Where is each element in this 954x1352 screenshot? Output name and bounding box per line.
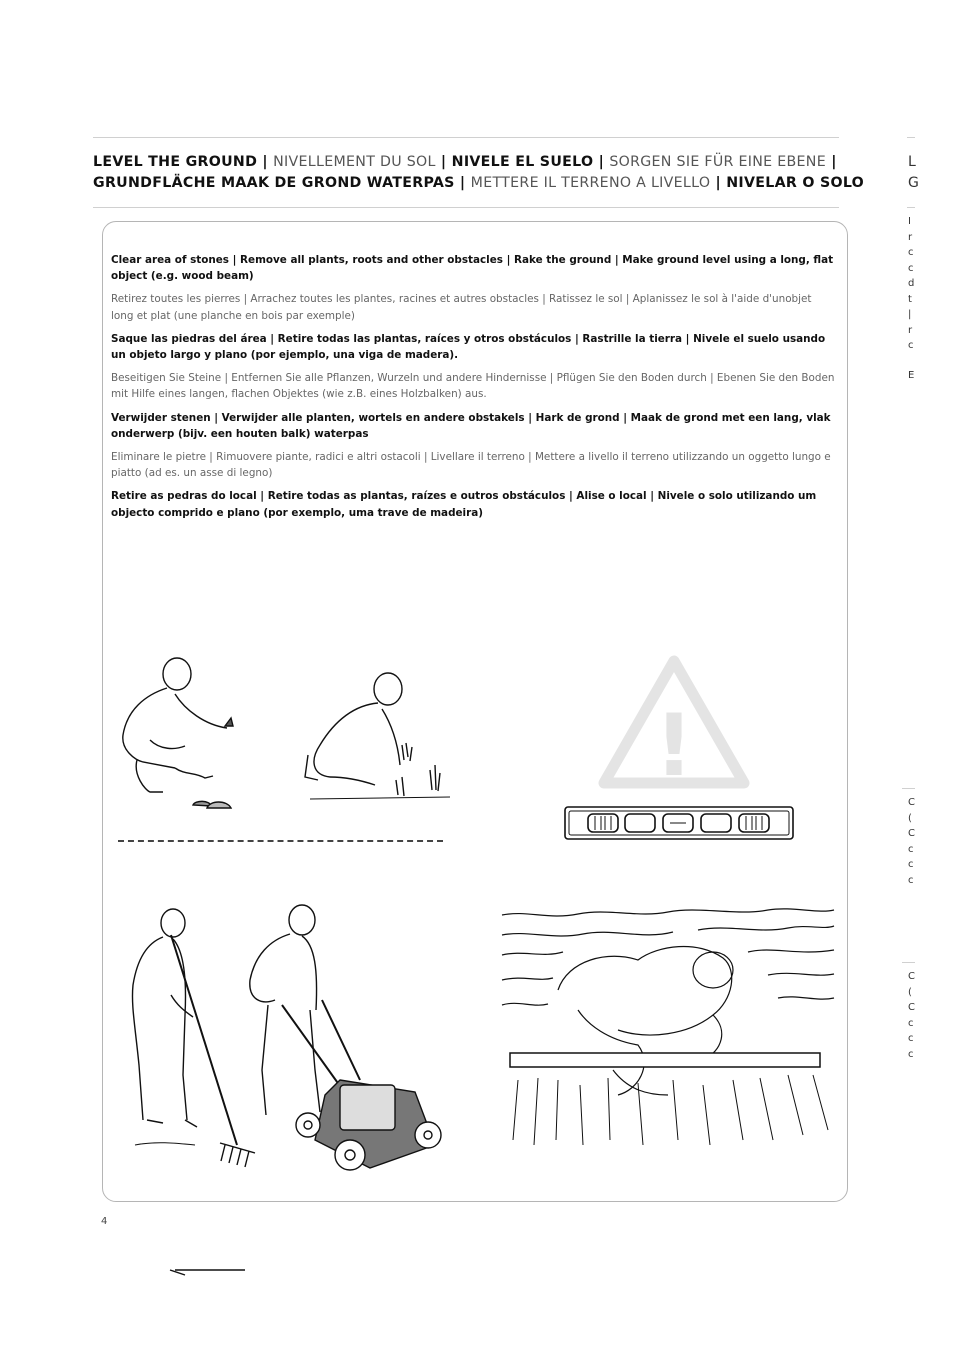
edge-fragment-block3	[908, 969, 916, 1062]
heading-sep: |	[710, 175, 727, 191]
edge-char: c	[908, 247, 914, 258]
edge-rule	[902, 788, 915, 789]
edge-char: c	[908, 1048, 914, 1060]
edge-fragment-top	[908, 152, 919, 194]
heading-sep: |	[435, 154, 452, 170]
warning-icon	[598, 655, 750, 796]
edge-char: C	[908, 797, 915, 808]
dashed-separator	[118, 840, 443, 842]
heading-sep: |	[257, 154, 274, 170]
edge-char: r	[908, 324, 913, 336]
edge-rule	[902, 962, 915, 963]
edge-char: c	[908, 874, 914, 886]
paragraph-nl: Verwijder stenen | Verwijder alle planten, wortels en andere obstakels | Hark de grond | Maak de grond met een lang, vlak onderwerp (bijv. een houten balk) waterpas	[111, 411, 831, 440]
edge-char: t	[908, 293, 912, 305]
edge-char: c	[908, 859, 914, 870]
edge-char: I	[908, 216, 911, 227]
edge-char: c	[908, 262, 914, 274]
heading-seg: LEVEL THE GROUND	[93, 154, 258, 170]
head-shape	[163, 658, 191, 690]
section-heading	[93, 152, 865, 194]
heading-seg: METTERE IL TERRENO A LIVELLO	[470, 175, 711, 191]
paragraph-de: Beseitigen Sie Steine | Entfernen Sie alle Pflanzen, Wurzeln und andere Hindernisse | Pflügen Sie den Boden durch | Ebenen Sie den Boden mit Hilfe eines langen, flachen Objektes (wie z.B. eines Holzbalken) aus.	[111, 372, 835, 401]
spirit-level-icon	[563, 805, 795, 841]
edge-char: G	[908, 175, 919, 191]
heading-sep: |	[593, 154, 610, 170]
edge-char: (	[908, 986, 912, 998]
illustration-remove-plants	[300, 665, 460, 805]
heading-sep: |	[454, 175, 471, 191]
paragraph-es: Saque las piedras del área | Retire todas las plantas, raíces y otros obstáculos | Rastrille la tierra | Nivele el suelo usando un objeto largo y plano (por ejemplo, una viga de madera).	[111, 332, 826, 362]
heading-seg: GRUNDFLÄCHE MAAK DE GROND WATERPAS	[93, 175, 455, 191]
heading-seg: NIVELLEMENT DU SOL	[273, 154, 436, 170]
illustration-leveling	[498, 900, 838, 1150]
edge-rule	[907, 207, 915, 208]
paragraph-it: Eliminare le pietre | Rimuovere piante, radici e altri ostacoli | Livellare il terreno | Mettere a livello il terreno utilizzando un oggetto lungo e piatto (ad es. un asse di legno)	[111, 451, 831, 480]
paragraph-en: Clear area of stones | Remove all plants, roots and other obstacles | Rake the ground | Make ground level using a long, flat object (e.g. wood beam)	[111, 254, 834, 283]
warning-mark: !	[654, 696, 694, 796]
edge-char: d	[908, 278, 915, 289]
edge-fragment-block2	[908, 795, 916, 888]
edge-rule	[907, 137, 915, 138]
edge-char: C	[908, 971, 915, 982]
top-rule	[93, 137, 839, 138]
edge-char: L	[908, 154, 916, 170]
heading-line-2	[93, 173, 865, 194]
paragraph-fr: Retirez toutes les pierres | Arrachez toutes les plantes, racines et autres obstacles | Ratissez le sol | Aplanissez le sol à l'aide d'unobjet long et plat (une planche en bois par exemple)	[111, 293, 812, 322]
edge-char: c	[908, 1033, 914, 1044]
heading-line-1	[93, 152, 853, 173]
edge-char: (	[908, 812, 912, 824]
instruction-paragraphs	[111, 252, 836, 528]
illustration-mowing	[240, 900, 450, 1180]
illustration-clear-stones	[115, 650, 235, 825]
heading-seg: NIVELAR O SOLO	[726, 175, 865, 191]
page-number: 4	[101, 1216, 108, 1227]
edge-char: c	[908, 340, 914, 351]
heading-rule	[93, 207, 839, 208]
edge-char: c	[908, 843, 914, 855]
torso-shape	[123, 688, 175, 768]
edge-char: E	[908, 369, 915, 381]
edge-char: c	[908, 1017, 914, 1029]
heading-seg: SORGEN SIE FÜR EINE EBENE	[609, 154, 826, 170]
paragraph-pt: Retire as pedras do local | Retire todas as plantas, raízes e outros obstáculos | Alise o local | Nivele o solo utilizando um objecto comprido e plano (por exemplo, uma trave de madeira)	[111, 490, 817, 519]
edge-char: C	[908, 1002, 915, 1013]
heading-seg: NIVELE EL SUELO	[451, 154, 594, 170]
edge-char: |	[908, 309, 912, 320]
edge-char: r	[908, 231, 913, 243]
edge-char: C	[908, 828, 915, 839]
heading-sep: |	[825, 154, 837, 170]
edge-fragment-block1	[908, 214, 916, 383]
